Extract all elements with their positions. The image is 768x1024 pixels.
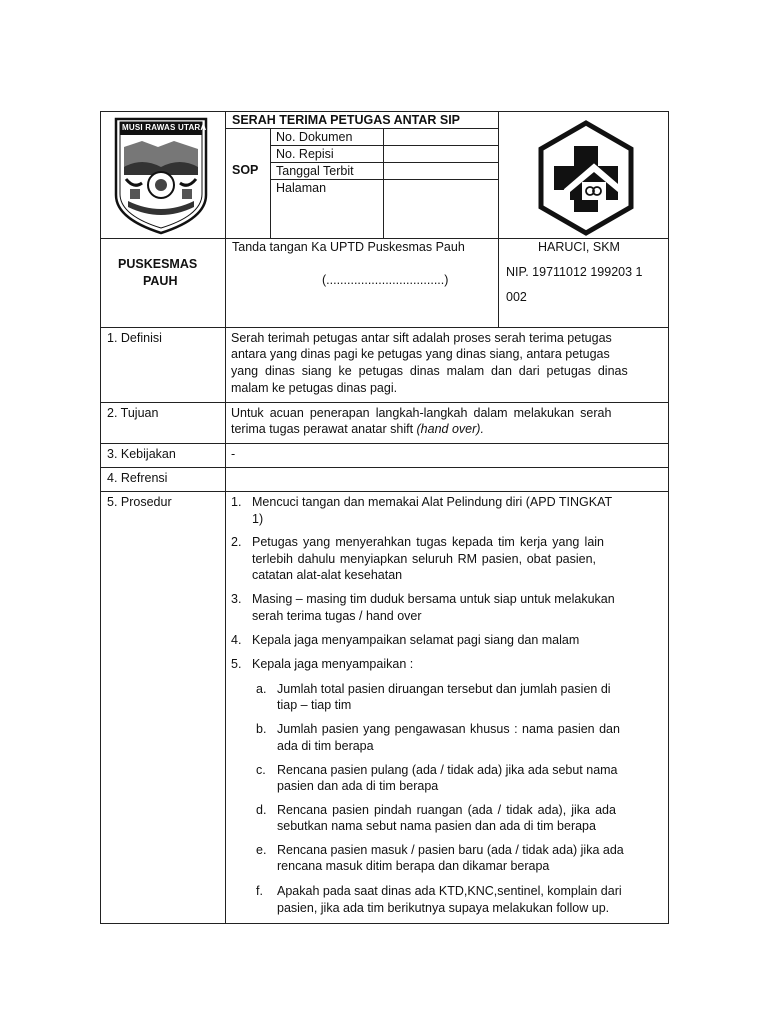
title-underline — [225, 128, 498, 129]
field-no-dokumen: No. Dokumen — [276, 130, 353, 144]
signature-placeholder: (..................................) — [322, 273, 449, 287]
row-divider-tujuan — [100, 443, 669, 444]
definisi-line: Serah terimah petugas antar sift adalah proses serah terima petugas — [231, 331, 612, 345]
step-number: 4. — [231, 633, 242, 647]
substep-line: ada di tim berapa — [277, 739, 374, 753]
org-name-line1: PUSKESMAS — [118, 257, 198, 271]
field-halaman: Halaman — [276, 181, 327, 195]
table-border-bottom — [100, 923, 669, 924]
substep-letter: b. — [256, 722, 267, 736]
sop-label: SOP — [232, 163, 259, 177]
row-divider-signature — [100, 327, 669, 328]
tujuan-line1: Untuk acuan penerapan langkah-langkah dalam melakukan serah — [231, 406, 612, 420]
definisi-line: yang dinas siang ke petugas dinas malam dan dari petugas dinas — [231, 364, 628, 378]
logo-text: MUSI RAWAS UTARA — [122, 123, 207, 132]
row-divider-kebijakan — [100, 467, 669, 468]
substep-line: Rencana pasien masuk / pasien baru (ada / tidak ada) jika ada — [277, 843, 624, 857]
signer-nip-line2: 002 — [506, 290, 527, 304]
puskesmas-logo — [536, 120, 636, 238]
substep-line: rencana masuk ditim berapa dan dikamar berapa — [277, 859, 550, 873]
step-line: terlebih dahulu menyiapkan seluruh RM pasien, obat pasien, — [252, 552, 597, 566]
step-line: 1) — [252, 512, 264, 526]
substep-line: Rencana pasien pulang (ada / tidak ada) jika ada sebut nama — [277, 763, 618, 777]
musi-rawas-utara-logo — [112, 117, 210, 235]
tujuan-line2-italic: (hand over). — [416, 422, 484, 436]
substep-letter: a. — [256, 682, 267, 696]
step-number: 2. — [231, 535, 242, 549]
step-number: 3. — [231, 592, 242, 606]
field-no-repisi: No. Repisi — [276, 147, 334, 161]
signer-nip-line1: NIP. 19711012 199203 1 — [506, 265, 643, 279]
column-divider-main — [225, 111, 226, 924]
field-tanggal-terbit: Tanggal Terbit — [276, 164, 354, 178]
definisi-line: malam ke petugas dinas pagi. — [231, 381, 398, 395]
step-line: Kepala jaga menyampaikan selamat pagi siang dan malam — [252, 633, 580, 647]
document-title: SERAH TERIMA PETUGAS ANTAR SIP — [232, 113, 461, 127]
step-line: Kepala jaga menyampaikan : — [252, 657, 414, 671]
column-divider-right-header — [498, 111, 499, 327]
label-refrensi: 4. Refrensi — [107, 471, 168, 485]
label-kebijakan: 3. Kebijakan — [107, 447, 176, 461]
substep-letter: c. — [256, 763, 266, 777]
step-line: Petugas yang menyerahkan tugas kepada tim kerja yang lain — [252, 535, 605, 549]
step-line: catatan alat-alat kesehatan — [252, 568, 403, 582]
step-number: 1. — [231, 495, 242, 509]
substep-letter: d. — [256, 803, 267, 817]
definisi-line: antara yang dinas pagi ke petugas yang dinas siang, antara petugas — [231, 347, 610, 361]
signature-title: Tanda tangan Ka UPTD Puskesmas Pauh — [232, 240, 465, 254]
substep-line: pasien dan ada di tim berapa — [277, 779, 439, 793]
row-divider-refrensi — [100, 491, 669, 492]
step-number: 5. — [231, 657, 242, 671]
label-tujuan: 2. Tujuan — [107, 406, 159, 420]
substep-letter: e. — [256, 843, 267, 857]
kebijakan-value: - — [231, 447, 236, 461]
table-border-right — [668, 111, 669, 924]
substep-line: pasien, jika ada tim berikutnya supaya melakukan follow up. — [277, 901, 610, 915]
table-border-left — [100, 111, 101, 924]
row-divider-definisi — [100, 402, 669, 403]
substep-letter: f. — [256, 884, 263, 898]
substep-line: Rencana pasien pindah ruangan (ada / tidak ada), jika ada — [277, 803, 616, 817]
org-name-line2: PAUH — [143, 274, 178, 288]
label-prosedur: 5. Prosedur — [107, 495, 172, 509]
tujuan-line2-text: terima tugas perawat anatar shift — [231, 422, 417, 436]
signer-name: HARUCI, SKM — [538, 240, 620, 254]
substep-line: sebutkan nama sebut nama pasien dan ada di tim berapa — [277, 819, 596, 833]
label-definisi: 1. Definisi — [107, 331, 162, 345]
substep-line: Jumlah total pasien diruangan tersebut dan jumlah pasien di — [277, 682, 611, 696]
step-line: Masing – masing tim duduk bersama untuk siap untuk melakukan — [252, 592, 615, 606]
step-line: serah terima tugas / hand over — [252, 609, 422, 623]
substep-line: Apakah pada saat dinas ada KTD,KNC,sentinel, komplain dari — [277, 884, 622, 898]
step-line: Mencuci tangan dan memakai Alat Pelindung diri (APD TINGKAT — [252, 495, 613, 509]
tujuan-line2 — [231, 421, 484, 437]
substep-line: tiap – tiap tim — [277, 698, 352, 712]
substep-line: Jumlah pasien yang pengawasan khusus : nama pasien dan — [277, 722, 620, 736]
